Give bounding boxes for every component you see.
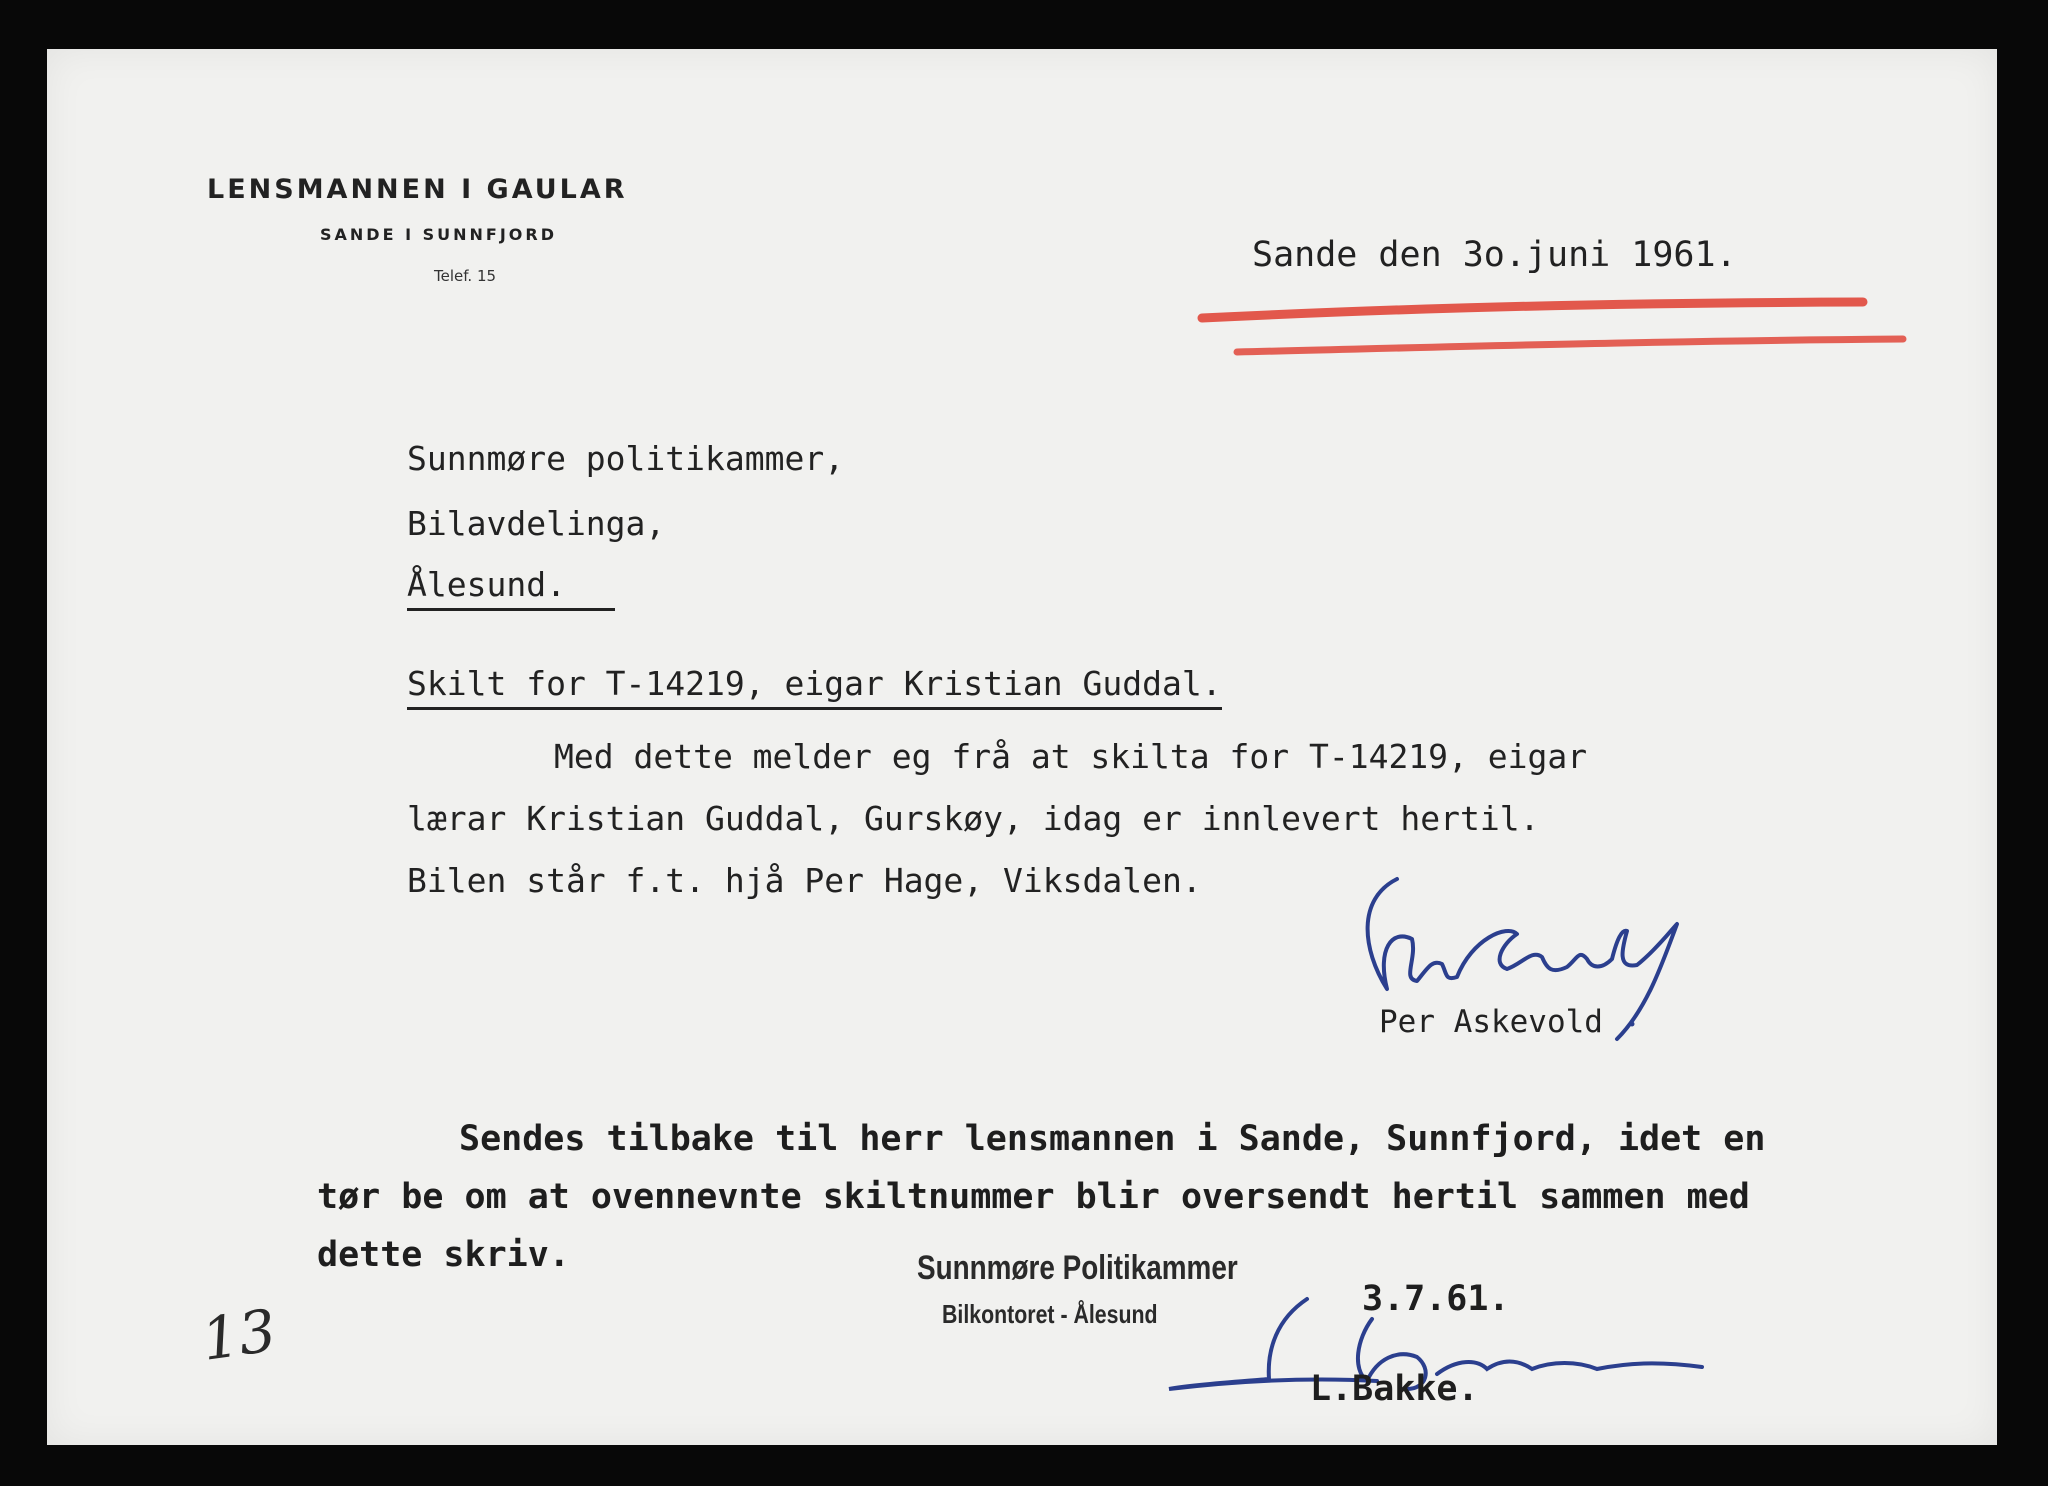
reply-line-2: tør be om at ovennevnte skiltnummer blir oversendt hertil sammen med <box>317 1177 1750 1217</box>
recipient-line-3: Ålesund. <box>407 565 615 611</box>
reply-line-1: Sendes tilbake til herr lensmannen i Sande, Sunnfjord, idet en <box>459 1119 1766 1159</box>
subject-line: Skilt for T-14219, eigar Kristian Guddal. <box>407 664 1222 710</box>
letterhead-place: SANDE I SUNNFJORD <box>320 225 557 244</box>
date-line: Sande den 3o.juni 1961. <box>1252 235 1737 275</box>
letterhead-office: LENSMANNEN I GAULAR <box>207 174 628 205</box>
sender-name: Per Askevold <box>1379 1004 1603 1040</box>
body-line-3: Bilen står f.t. hjå Per Hage, Viksdalen. <box>407 861 1202 900</box>
handwritten-margin-note: 13 <box>197 1296 281 1374</box>
letter-sheet <box>47 49 1997 1445</box>
letterhead-phone: Telef. 15 <box>434 267 497 285</box>
recipient-line-2: Bilavdelinga, <box>407 504 666 543</box>
police-stamp-line-2: Bilkontoret - Ålesund <box>942 1299 1158 1329</box>
police-stamp-line-1: Sunnmøre Politikammer <box>917 1249 1238 1287</box>
body-line-2: lærar Kristian Guddal, Gurskøy, idag er innlevert hertil. <box>407 799 1540 838</box>
reply-line-3: dette skriv. <box>317 1235 570 1275</box>
body-line-1: Med dette melder eg frå at skilta for T-14219, eigar <box>554 737 1588 776</box>
recipient-line-1: Sunnmøre politikammer, <box>407 439 845 478</box>
reply-date: 3.7.61. <box>1362 1279 1510 1319</box>
reply-signer: L.Bakke. <box>1310 1369 1479 1409</box>
